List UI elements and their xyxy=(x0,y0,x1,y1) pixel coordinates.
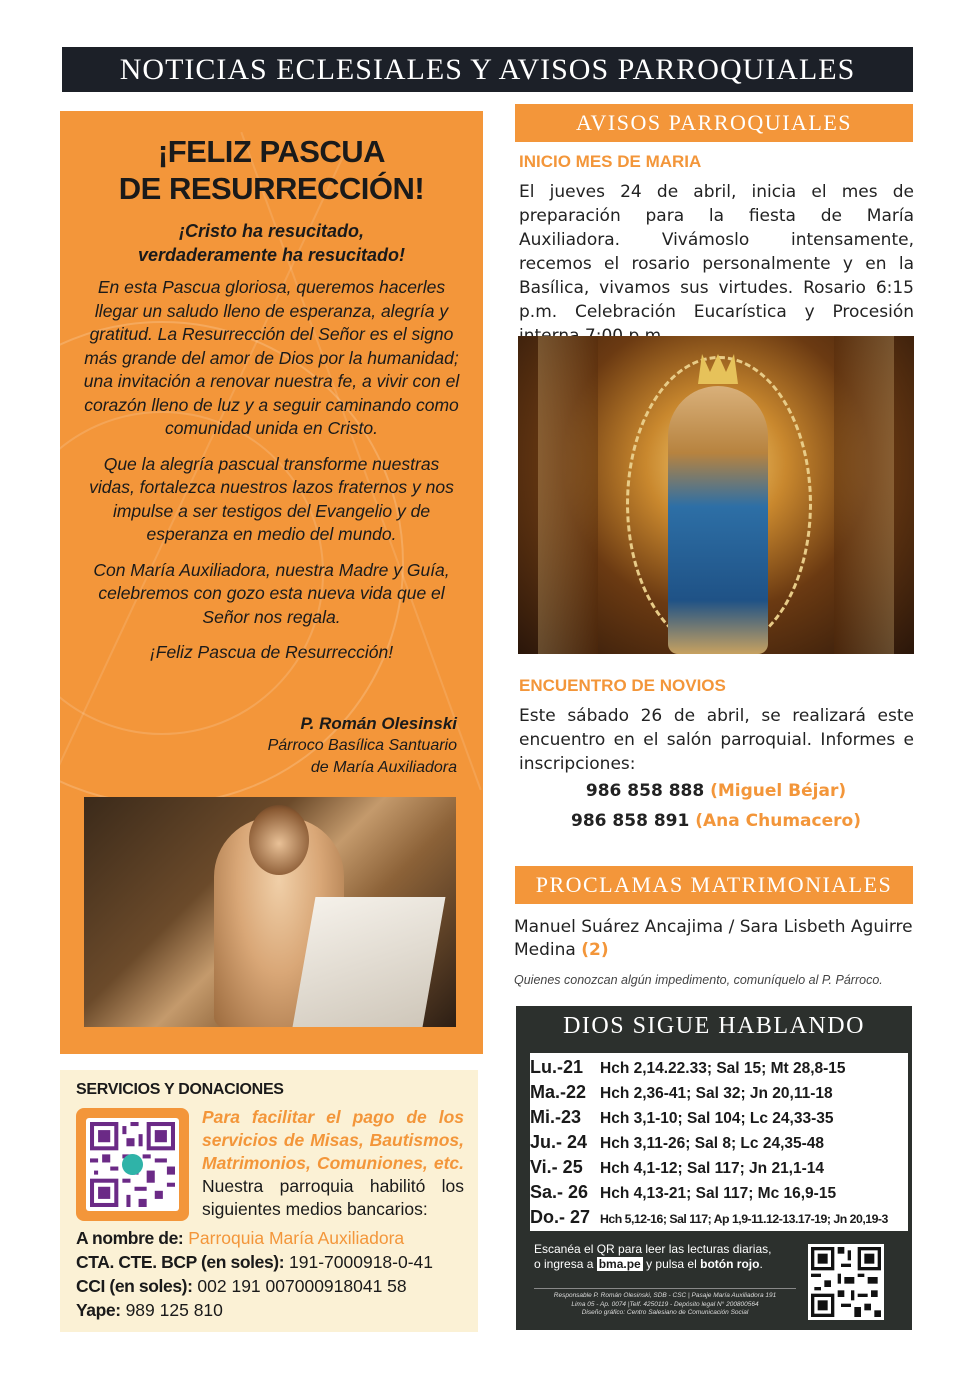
easter-paragraph: ¡Feliz Pascua de Resurrección! xyxy=(149,642,394,662)
painting-robe xyxy=(293,897,446,1027)
page-title: NOTICIAS ECLESIALES Y AVISOS PARROQUIALES xyxy=(119,52,856,86)
reading-refs: Hch 2,36-41; Sal 32; Jn 20,11-18 xyxy=(600,1085,833,1102)
proclamas-header-label: PROCLAMAS MATRIMONIALES xyxy=(535,872,893,897)
avisos-header-label: AVISOS PARROQUIALES xyxy=(575,110,853,135)
cta-label: CTA. CTE. BCP (en soles): xyxy=(76,1252,285,1272)
contact-phone[interactable]: 986 858 888 xyxy=(585,781,705,801)
qr-image xyxy=(86,1118,179,1211)
church-column xyxy=(538,336,598,654)
signer-name: P. Román Olesinski xyxy=(300,714,457,733)
reading-row xyxy=(530,1182,908,1203)
reading-day: Mi.-23 xyxy=(530,1107,582,1127)
easter-subtitle-line1: ¡Cristo ha resucitado, xyxy=(178,221,365,241)
qr-code-icon xyxy=(90,1122,175,1207)
contact-row xyxy=(518,781,914,801)
reading-row xyxy=(530,1157,908,1178)
reading-day: Lu.-21 xyxy=(530,1057,584,1077)
reading-day: Ma.-22 xyxy=(530,1082,587,1102)
easter-message xyxy=(82,276,461,677)
scan-instructions xyxy=(534,1242,796,1272)
services-highlight: Para facilitar el pago de los servicios de Misas, Bautismos, Matrimonios, Comuniones, etc. xyxy=(202,1107,464,1173)
reading-refs: Hch 4,1-12; Sal 117; Jn 21,1-14 xyxy=(600,1160,825,1177)
credits-line: Lima 05 - Ap. 0074 |Telf. 4250119 - Depósito legal N° 200800564 xyxy=(571,1300,759,1308)
reading-day: Ju.- 24 xyxy=(530,1132,588,1152)
reading-row xyxy=(530,1107,908,1128)
easter-panel xyxy=(60,111,483,1054)
readings-qr-code[interactable] xyxy=(808,1244,884,1320)
signer-role: Párroco Basílica Santuario xyxy=(267,737,457,754)
contact-name: (Ana Chumacero) xyxy=(695,811,861,831)
account-name-row xyxy=(76,1226,433,1250)
reading-refs: Hch 4,13-21; Sal 117; Mc 16,9-15 xyxy=(600,1185,837,1202)
yape-value: 989 125 810 xyxy=(125,1300,223,1320)
reading-row xyxy=(530,1057,908,1078)
proclama-notice: Quienes conozcan algún impedimento, comuníquelo al P. Párroco. xyxy=(514,973,883,987)
readings-list xyxy=(530,1053,908,1231)
avisos-header xyxy=(515,104,913,142)
proclama-number: (2) xyxy=(581,940,609,960)
scan-line1: Escanéa el QR para leer las lecturas diarias, xyxy=(534,1242,772,1256)
reading-day: Do.- 27 xyxy=(530,1207,591,1227)
services-text: Nuestra parroquia habilitó los siguientes medios bancarios: xyxy=(202,1176,464,1219)
cci-value: 002 191 007000918041 58 xyxy=(197,1276,407,1296)
easter-subtitle xyxy=(80,219,463,267)
account-name-label: A nombre de: xyxy=(76,1228,184,1248)
bank-details xyxy=(76,1226,433,1322)
easter-paragraph: Que la alegría pascual transforme nuestras vidas, fortalezca nuestros lazos fraternos y nos impulse a ser testigos del Evangelio y de esperanza en medio del mundo. xyxy=(89,453,454,544)
scan-text: y pulsa el xyxy=(646,1257,697,1271)
red-button-text: botón rojo xyxy=(700,1257,760,1271)
services-box xyxy=(60,1070,478,1332)
cci-label: CCI (en soles): xyxy=(76,1276,193,1296)
church-column xyxy=(834,336,894,654)
crown-icon xyxy=(698,354,738,384)
painting-head xyxy=(249,805,309,875)
statue-figure xyxy=(668,386,768,654)
services-title: SERVICIOS Y DONACIONES xyxy=(76,1081,284,1098)
mes-maria-title: INICIO MES DE MARIA xyxy=(519,152,702,171)
reading-refs: Hch 2,14.22.33; Sal 15; Mt 28,8-15 xyxy=(600,1060,846,1077)
reading-refs: Hch 3,11-26; Sal 8; Lc 24,35-48 xyxy=(600,1135,825,1152)
credits-line: Responsable P. Román Olesinski, SDB - CSC | Pasaje María Auxiliadora 191 xyxy=(553,1292,777,1299)
credits xyxy=(534,1288,796,1318)
mes-maria-text: El jueves 24 de abril, inicia el mes de preparación para la fiesta de María Auxiliadora. Vivámoslo intensamente, recemos el rosario personalmente y en la Basílica, vivamos sus virtudes. Rosario 6:15 p.m. Celebración Eucarística y Procesión xyxy=(519,182,914,322)
yape-row xyxy=(76,1298,433,1322)
yape-qr-code[interactable] xyxy=(76,1108,189,1221)
website-link[interactable]: bma.pe xyxy=(598,1257,641,1271)
easter-title-line1: ¡FELIZ PASCUA xyxy=(157,134,386,169)
scan-end: . xyxy=(759,1257,763,1271)
proclama-couple: Manuel Suárez Ancajima / Sara Lisbeth Aguirre Medina xyxy=(514,917,913,960)
scan-text: o ingresa a xyxy=(534,1257,594,1271)
services-promo xyxy=(202,1106,464,1221)
easter-paragraph: En esta Pascua gloriosa, queremos hacerles llegar un saludo lleno de esperanza, alegría y gratitud. La Resurrección del Señor es el signo más grande del amor de Dios por la humanidad; una invitación a renovar nuestra fe, a vivir con el corazón lleno de luz y a seguir caminando como comunidad unida en Cristo. xyxy=(83,277,460,438)
contact-phone[interactable]: 986 858 891 xyxy=(571,811,690,831)
contact-row xyxy=(518,811,914,831)
reading-row xyxy=(530,1132,908,1153)
qr-code-icon xyxy=(811,1247,881,1317)
reading-refs: Hch 5,12-16; Sal 117; Ap 1,9-11.12-13.17-19; Jn 20,19-3 xyxy=(600,1212,888,1226)
reading-row xyxy=(530,1207,908,1228)
easter-subtitle-line2: verdaderamente ha resucitado! xyxy=(137,245,406,265)
cta-row xyxy=(76,1250,433,1274)
signature xyxy=(268,713,457,779)
novios-text: Este sábado 26 de abril, se realizará este encuentro en el salón parroquial. Informes e inscripciones: xyxy=(519,706,914,774)
reading-refs: Hch 3,1-10; Sal 104; Lc 24,33-35 xyxy=(600,1110,834,1127)
easter-paragraph: Con María Auxiliadora, nuestra Madre y Guía, celebremos con gozo esta nueva vida que el Señor nos regala. xyxy=(93,559,450,627)
easter-title xyxy=(60,133,483,207)
cta-value: 191-7000918-0-41 xyxy=(289,1252,434,1272)
readings-title: DIOS SIGUE HABLANDO xyxy=(563,1012,865,1039)
proclama-entry xyxy=(514,916,914,962)
yape-label: Yape: xyxy=(76,1300,121,1320)
newsletter-header xyxy=(62,47,913,92)
resurrection-painting xyxy=(84,797,456,1027)
account-name: Parroquia María Auxiliadora xyxy=(188,1228,405,1248)
contact-name: (Miguel Béjar) xyxy=(710,781,847,801)
scan-line2 xyxy=(534,1257,796,1272)
proclamas-header xyxy=(515,866,913,904)
cci-row xyxy=(76,1274,433,1298)
reading-day: Sa.- 26 xyxy=(530,1182,589,1202)
easter-title-line2: DE RESURRECCIÓN! xyxy=(118,171,425,206)
maria-auxiliadora-image xyxy=(518,336,914,654)
signer-role: de María Auxiliadora xyxy=(310,759,457,776)
reading-day: Vi.- 25 xyxy=(530,1157,583,1177)
daily-readings-box xyxy=(516,1006,912,1330)
credits-line: Diseño gráfico: Centro Salesiano de Comunicación Social xyxy=(581,1309,749,1316)
reading-row xyxy=(530,1082,908,1103)
novios-title: ENCUENTRO DE NOVIOS xyxy=(519,676,726,695)
